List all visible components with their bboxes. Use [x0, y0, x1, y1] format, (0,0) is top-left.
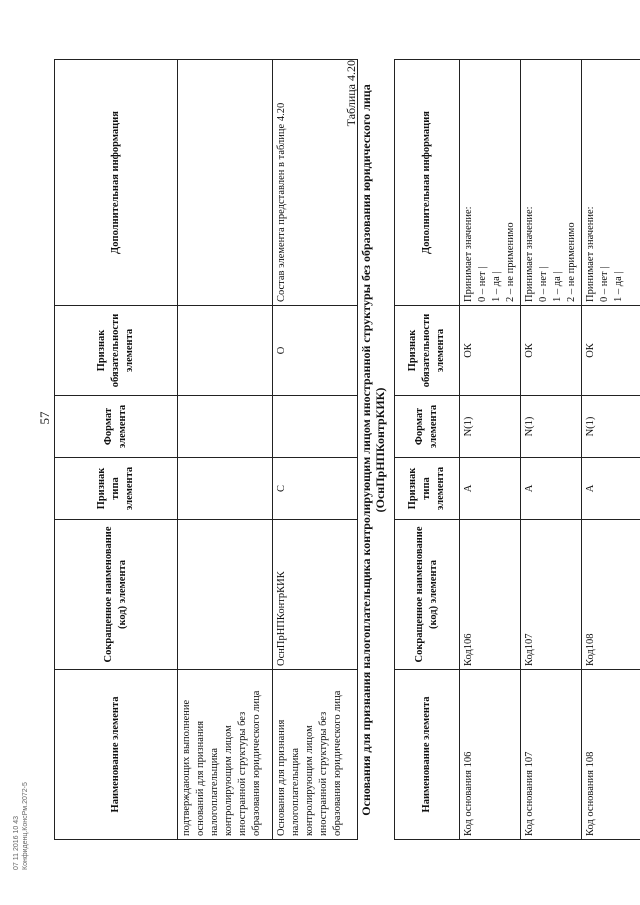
- table-number: Таблица 4.20: [344, 60, 358, 127]
- document-stamp: [12, 782, 30, 870]
- cell-name: Основания для признания налогоплательщика контролирующим лицом иностранной структуры без образования юридического лица: [273, 670, 358, 840]
- header-name: Наименование элемента: [395, 670, 460, 840]
- value-option: 0 – нет |: [599, 266, 610, 302]
- cell-code: Код108: [582, 520, 640, 670]
- cell-name: подтверждающих выполнение оснований для признания налогоплательщика контролирующим лицом иностранной структуры без образования юридического лица: [178, 670, 273, 840]
- cell-required: О: [273, 306, 358, 396]
- table-title: Основания для признания налогоплательщика контролирующим лицом иностранной структуры без образования юридического лица (ОснПрНПКонтрКИК): [359, 84, 387, 816]
- cell-code: ОснПрНПКонтрКИК: [273, 520, 358, 670]
- header-info: Дополнительная информация: [395, 60, 460, 306]
- cell-name: Код основания 108: [582, 670, 640, 840]
- cell-format: [178, 396, 273, 458]
- value-option: 1 – да |: [491, 271, 502, 302]
- value-option: 0 – нет |: [538, 266, 549, 302]
- cell-format: N(1): [521, 396, 582, 458]
- cell-type: [178, 458, 273, 520]
- cell-name: Код основания 106: [460, 670, 521, 840]
- cell-required: [178, 306, 273, 396]
- header-required: Признак обязательности элемента: [55, 306, 178, 396]
- cell-format: [273, 396, 358, 458]
- value-option: 0 – нет |: [477, 266, 488, 302]
- table-row: [178, 60, 273, 840]
- cell-type: А: [582, 458, 640, 520]
- table-row: [582, 60, 640, 840]
- info-title: Принимает значение:: [585, 206, 596, 302]
- header-format: Формат элемента: [55, 396, 178, 458]
- cell-info: [178, 60, 273, 306]
- cell-type: С: [273, 458, 358, 520]
- cell-info: [582, 60, 640, 306]
- header-type: Признак типа элемента: [395, 458, 460, 520]
- table-row: [521, 60, 582, 840]
- cell-name: Код основания 107: [521, 670, 582, 840]
- header-name: Наименование элемента: [55, 670, 178, 840]
- stamp-line: Конфиденц.КонсРм.2072-5: [22, 782, 29, 870]
- value-option: 1 – да |: [552, 271, 563, 302]
- table-header-row: [55, 60, 178, 840]
- info-title: Принимает значение:: [463, 206, 474, 302]
- header-required: Признак обязательности элемента: [395, 306, 460, 396]
- header-info: Дополнительная информация: [55, 60, 178, 306]
- cell-info: [460, 60, 521, 306]
- cell-info: [521, 60, 582, 306]
- value-option: 2 – не применимо: [505, 222, 516, 302]
- cell-code: Код106: [460, 520, 521, 670]
- header-format: Формат элемента: [395, 396, 460, 458]
- header-type: Признак типа элемента: [55, 458, 178, 520]
- header-code: Сокращенное наименование (код) элемента: [55, 520, 178, 670]
- cell-type: А: [460, 458, 521, 520]
- rotated-page-content: [54, 60, 624, 840]
- cell-code: Код107: [521, 520, 582, 670]
- cell-format: N(1): [582, 396, 640, 458]
- cell-code: [178, 520, 273, 670]
- table-row: [460, 60, 521, 840]
- value-option: 2 – не применимо: [566, 222, 577, 302]
- table-row: [273, 60, 358, 840]
- header-code: Сокращенное наименование (код) элемента: [395, 520, 460, 670]
- info-title: Принимает значение:: [524, 206, 535, 302]
- value-option: 1 – да |: [613, 271, 624, 302]
- table-4-20: [394, 59, 640, 840]
- cell-required: ОК: [460, 306, 521, 396]
- cell-required: ОК: [521, 306, 582, 396]
- cell-info: Состав элемента представлен в таблице 4.20: [273, 60, 358, 306]
- cell-format: N(1): [460, 396, 521, 458]
- table-header-row: [395, 60, 460, 840]
- stamp-line: 07 11 2016 10 43: [13, 816, 20, 870]
- page-number: 57: [37, 411, 52, 425]
- cell-required: ОК: [582, 306, 640, 396]
- table-continuation: [54, 59, 358, 840]
- cell-type: А: [521, 458, 582, 520]
